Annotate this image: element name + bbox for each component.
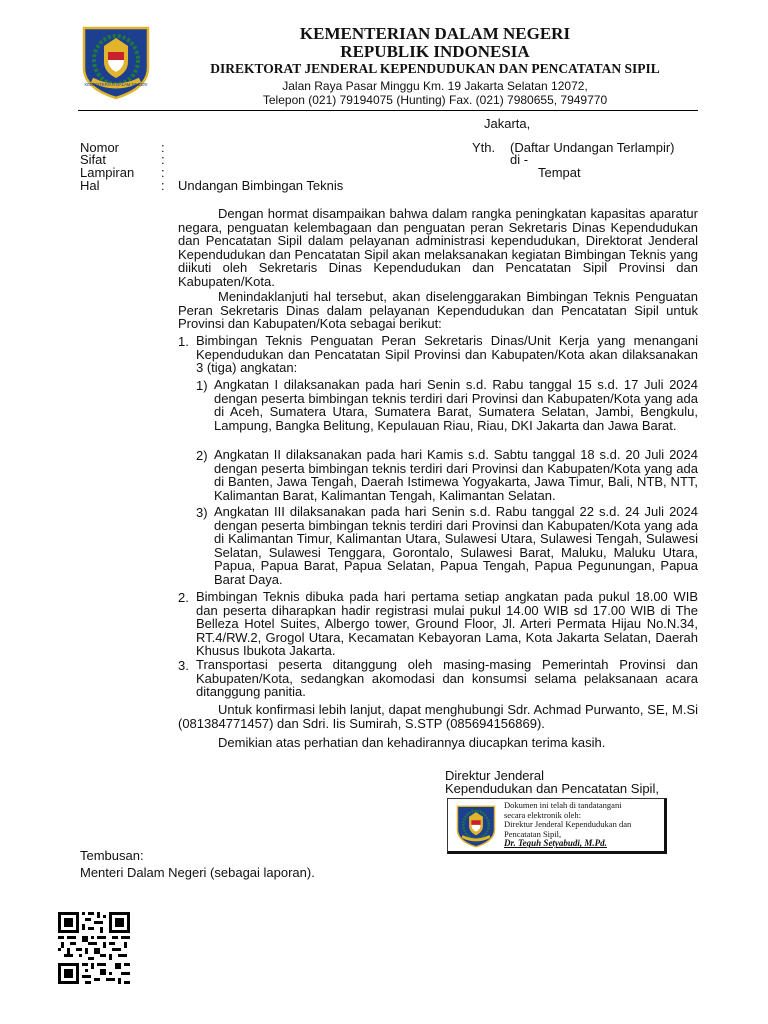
recipient-name: (Daftar Undangan Terlampir) — [510, 140, 675, 155]
republic-title: REPUBLIK INDONESIA — [340, 42, 530, 61]
qr-code — [58, 912, 130, 984]
stamp-text: Dokumen ini telah di tandatangani — [504, 800, 622, 810]
signer-name: Dr. Teguh Setyabudi, M.Pd. — [504, 838, 607, 849]
subitem-text: Angkatan II dilaksanakan pada hari Kamis s.d. Sabtu tanggal 18 s.d. 20 Juli 2024 dengan peserta bimbingan teknis terdiri dari Provinsi dan Kabupaten/Kota yang ada di Banten, Jawa Tengah, Daerah Istimewa Yogyakarta, Jawa Timur, Bali, NTB, NTT, Kalimantan Barat, Kalimantan Tengah, Kalimantan Selatan. — [214, 447, 698, 503]
item-number: 1. — [178, 334, 189, 349]
paragraph-closing: Demikian atas perhatian dan kehadirannya diucapkan terima kasih. — [218, 735, 606, 750]
recipient-di: di - — [510, 152, 529, 167]
subitem-number: 1) — [196, 378, 208, 393]
subitem-number: 2) — [196, 448, 208, 463]
recipient-tempat: Tempat — [538, 165, 581, 180]
signature-title: Kependudukan dan Pencatatan Sipil, — [445, 781, 659, 796]
subitem-number: 3) — [196, 505, 208, 520]
phone-text: Telepon (021) 79194075 (Hunting) Fax. (021) 7980655, 7949770 — [262, 93, 608, 107]
tembusan-label: Tembusan: — [80, 848, 144, 863]
tembusan-item: Menteri Dalam Negeri (sebagai laporan). — [80, 865, 315, 880]
hal-value: Undangan Bimbingan Teknis — [178, 178, 344, 193]
electronic-signature-stamp — [447, 798, 667, 854]
hal-label: Hal — [80, 178, 100, 193]
colon: : — [161, 178, 165, 193]
city-date: Jakarta, — [484, 116, 531, 131]
colon: : — [161, 140, 165, 155]
item-text: Bimbingan Teknis Penguatan Peran Sekretaris Dinas/Unit Kerja yang menangani Kependudukan dan Pencatatan Sipil Provinsi dan Kabupaten/Kota akan dilaksanakan 3 (tiga) angkatan: — [196, 333, 698, 375]
item-text: Transportasi peserta ditanggung oleh masing-masing Pemerintah Provinsi dan Kabupaten/Kota, sedangkan akomodasi dan konsumsi selama pelaksanaan acara ditanggung panitia. — [196, 657, 698, 699]
ministry-logo — [454, 804, 498, 848]
lampiran-label: Lampiran — [80, 165, 135, 180]
sifat-label: Sifat — [80, 152, 107, 167]
header-divider — [78, 110, 698, 111]
subitem-text: Angkatan I dilaksanakan pada hari Senin s.d. Rabu tanggal 15 s.d. 17 Juli 2024 dengan peserta bimbingan teknis terdiri dari Provinsi dan Kabupaten/Kota yang ada di Aceh, Sumatera Utara, Sumatera Barat, Sumatera Selatan, Jambi, Bengkulu, Lampung, Bangka Belitung, Kepulauan Riau, Riau, DKI Jakarta dan Jawa Barat. — [214, 377, 698, 433]
item-text: Bimbingan Teknis dibuka pada hari pertama setiap angkatan pada pukul 18.00 WIB dan peserta diharapkan hadir registrasi mulai pukul 14.00 WIB sd 17.00 WIB di The Belleza Hotel Suites, Albergo tower, Ground Floor, Jl. Arteri Permata Hijau No.N.34, RT.4/RW.2, Grogol Utara, Kecamatan Kebayoran Lama, Kota Jakarta Selatan, Daerah Khusus Ibukota Jakarta. — [196, 589, 698, 658]
svg-text:KEMENTERIAN DALAM NEGERI: KEMENTERIAN DALAM NEGERI — [84, 82, 148, 87]
stamp-text: secara elektronik oleh: — [504, 809, 581, 820]
stamp-text: Direktur Jenderal Kependudukan dan — [504, 819, 632, 830]
stamp-text: Pencatatan Sipil, — [504, 828, 562, 839]
item-number: 2. — [178, 590, 189, 605]
ministry-logo — [78, 24, 154, 100]
address-text: Jalan Raya Pasar Minggu Km. 19 Jakarta Selatan 12072, — [282, 79, 588, 93]
nomor-label: Nomor — [80, 140, 120, 155]
subitem-text: Angkatan III dilaksanakan pada hari Senin s.d. Rabu tanggal 22 s.d. 24 Juli 2024 dengan peserta bimbingan teknis terdiri dari Provinsi dan Kabupaten/Kota yang ada di Kalimantan Timur, Kalimantan Utara, Sulawesi Utara, Sulawesi Tengah, Sulawesi Selatan, Sulawesi Tenggara, Gorontalo, Sulawesi Barat, Maluku, Maluku Utara, Papua, Papua Barat, Papua Selatan, Papua Tengah, Papua Pegunungan, Papua Barat Daya. — [214, 504, 698, 587]
colon: : — [161, 152, 165, 167]
paragraph-followup: Menindaklanjuti hal tersebut, akan diselenggarakan Bimbingan Teknis Penguatan Peran Sekretaris Dinas dalam pelayanan Kependudukan dan Pencatatan Sipil untuk Provinsi dan Kabupaten/Kota sebagai berikut: — [178, 289, 698, 331]
item-number: 3. — [178, 658, 189, 673]
colon: : — [161, 165, 165, 180]
yth-label: Yth. — [472, 140, 496, 155]
paragraph-opening: Dengan hormat disampaikan bahwa dalam rangka peningkatan kapasitas aparatur negara, penguatan kelembagaan dan penguatan peran Sekretaris Dinas Kependudukan dan Pencatatan Sipil dalam pelayanan administrasi kependudukan, Direktorat Jenderal Kependudukan dan Pencatatan Sipil akan melaksanakan kegiatan Bimbingan Teknis yang diikuti oleh Sekretaris Dinas Kependudukan dan Pencatatan Sipil Provinsi dan Kabupaten/Kota. — [178, 206, 698, 289]
signature-title: Direktur Jenderal — [445, 768, 544, 783]
directorate-title: DIREKTORAT JENDERAL KEPENDUDUKAN DAN PENCATATAN SIPIL — [210, 61, 660, 76]
paragraph-contact: Untuk konfirmasi lebih lanjut, dapat menghubungi Sdr. Achmad Purwanto, SE, M.Si (081384771457) dan Sdri. Iis Sumirah, S.STP (085694156869). — [178, 702, 698, 731]
ministry-title: KEMENTERIAN DALAM NEGERI — [299, 24, 571, 43]
